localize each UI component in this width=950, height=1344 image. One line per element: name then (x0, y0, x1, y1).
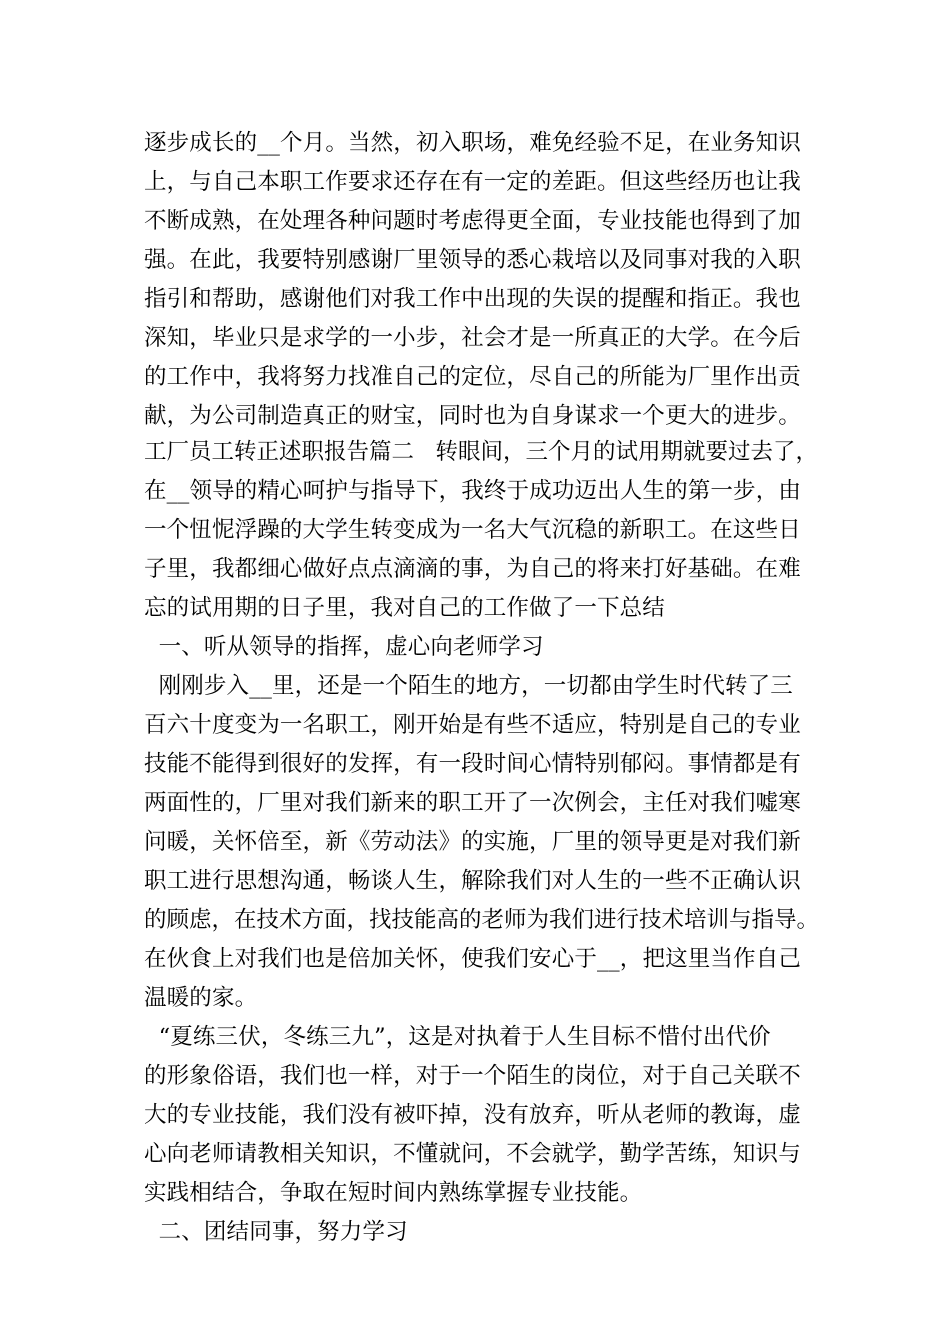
text-line: 问暖，关怀倍至，新《劳动法》的实施，厂里的领导更是对我们新 (144, 829, 801, 855)
text-line: 刚刚步入__里，还是一个陌生的地方，一切都由学生时代转了三 (144, 673, 793, 699)
text-line: 不断成熟，在处理各种问题时考虑得更全面，专业技能也得到了加 (144, 208, 801, 234)
text-line: 在伙食上对我们也是倍加关怀，使我们安心于__，把这里当作自己 (144, 946, 802, 972)
text-line: 的顾虑，在技术方面，找技能高的老师为我们进行技术培训与指导。 (144, 907, 820, 933)
text-line: 上，与自己本职工作要求还存在有一定的差距。但这些经历也让我 (144, 169, 801, 195)
text-line: 实践相结合，争取在短时间内熟练掌握专业技能。 (144, 1180, 643, 1206)
text-line: 温暖的家。 (144, 985, 258, 1011)
text-line: 指引和帮助，感谢他们对我工作中出现的失误的提醒和指正。我也 (144, 286, 801, 312)
text-line: 逐步成长的__个月。当然，初入职场，难免经验不足，在业务知识 (144, 130, 802, 156)
text-line: 献，为公司制造真正的财宝，同时也为自身谋求一个更大的进步。 (144, 403, 801, 429)
text-line: 技能不能得到很好的发挥，有一段时间心情特别郁闷。事情都是有 (144, 751, 801, 777)
text-line: “夏练三伏，冬练三九”，这是对执着于人生目标不惜付出代价 (144, 1024, 771, 1050)
text-line: 在__领导的精心呵护与指导下，我终于成功迈出人生的第一步，由 (144, 478, 802, 504)
text-line: 大的专业技能，我们没有被吓掉，没有放弃，听从老师的教诲，虚 (144, 1102, 801, 1128)
text-line: 强。在此，我要特别感谢厂里领导的悉心栽培以及同事对我的入职 (144, 247, 801, 273)
text-line: 忘的试用期的日子里，我对自己的工作做了一下总结 (144, 595, 665, 621)
section-heading-line: 工厂员工转正述职报告篇二 转眼间，三个月的试用期就要过去了， (144, 439, 818, 465)
text-line: 深知，毕业只是求学的一小步，社会才是一所真正的大学。在今后 (144, 325, 801, 351)
text-line: 一个忸怩浮躁的大学生转变成为一名大气沉稳的新职工。在这些日 (144, 517, 801, 543)
text-line: 子里，我都细心做好点点滴滴的事，为自己的将来打好基础。在难 (144, 556, 801, 582)
text-line: 心向老师请教相关知识，不懂就问，不会就学，勤学苦练，知识与 (144, 1141, 801, 1167)
text-line: 两面性的，厂里对我们新来的职工开了一次例会，主任对我们嘘寒 (144, 790, 801, 816)
subheading-2: 二、团结同事，努力学习 (144, 1219, 408, 1245)
text-line: 百六十度变为一名职工，刚开始是有些不适应，特别是自己的专业 (144, 712, 801, 738)
text-line: 职工进行思想沟通，畅谈人生，解除我们对人生的一些不正确认识 (144, 868, 801, 894)
subheading-1: 一、听从领导的指挥，虚心向老师学习 (144, 634, 544, 660)
text-line: 的工作中，我将努力找准自己的定位，尽自己的所能为厂里作出贡 (144, 364, 801, 390)
text-line: 的形象俗语，我们也一样，对于一个陌生的岗位，对于自己关联不 (144, 1063, 801, 1089)
